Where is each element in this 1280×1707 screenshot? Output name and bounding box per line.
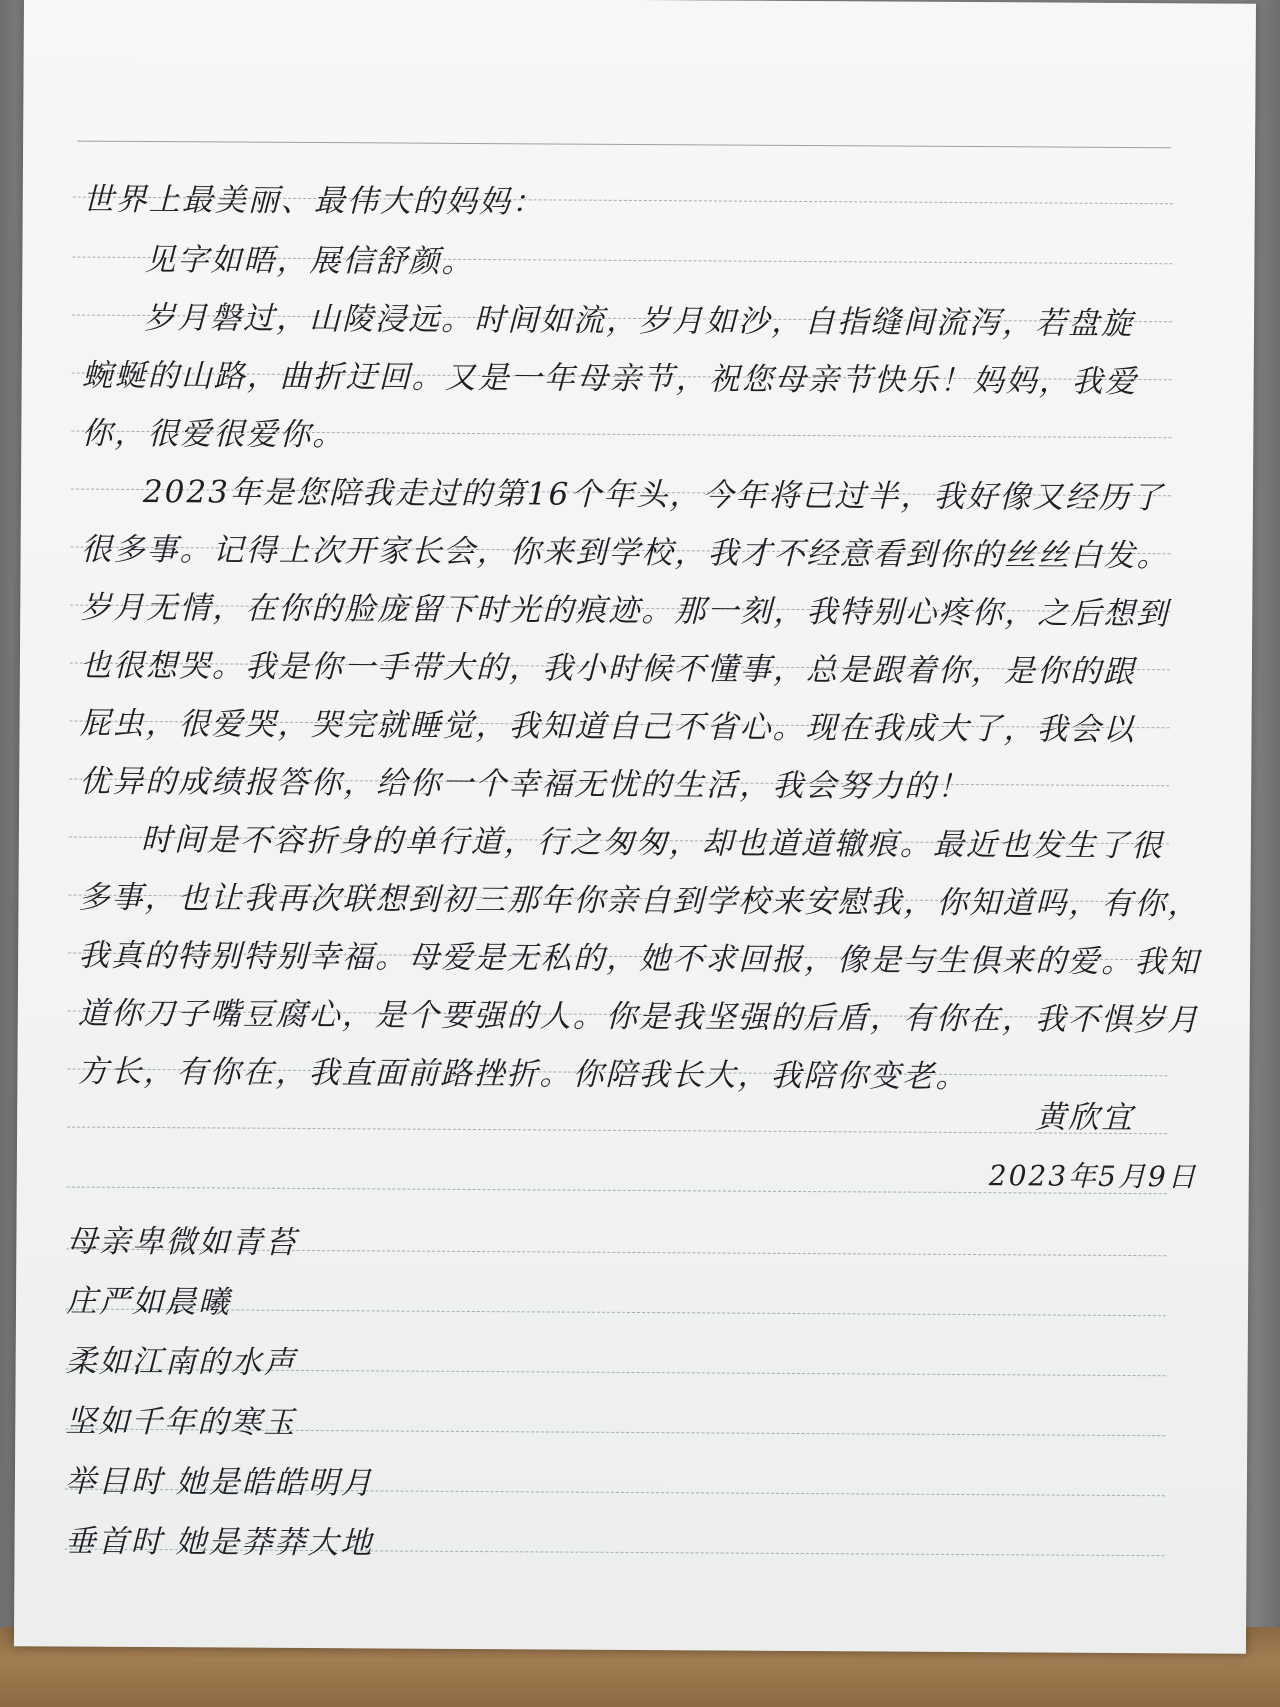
letter-line: 蜿蜒的山路，曲折迂回。又是一年母亲节，祝您母亲节快乐！妈妈，我爱 [81, 357, 1138, 401]
letter-line: 岁月无情，在你的脸庞留下时光的痕迹。那一刻，我特别心疼你，之后想到 [80, 589, 1170, 633]
letter-line: 见字如晤，展信舒颜。 [144, 241, 475, 280]
letter-signature: 黄欣宜 [1035, 1099, 1135, 1137]
lined-paper-sheet [14, 0, 1256, 1654]
poem-line: 坚如千年的寒玉 [65, 1403, 297, 1441]
letter-line: 岁月磐过，山陵浸远。时间如流，岁月如沙，自指缝间流泻，若盘旋 [143, 299, 1135, 343]
poem-line: 垂首时 她是莽莽大地 [64, 1523, 374, 1562]
letter-line: 屁虫，很爱哭，哭完就睡觉，我知道自己不省心。现在我成大了，我会以 [79, 705, 1136, 749]
poem-line: 举目时 她是皓皓明月 [64, 1463, 374, 1502]
letter-line: 很多事。记得上次开家长会，你来到学校，我才不经意看到你的丝丝白发。 [80, 531, 1170, 575]
letter-line: 道你刀子嘴豆腐心，是个要强的人。你是我坚强的后盾，有你在，我不惧岁月 [77, 995, 1200, 1039]
letter-line: 多事，也让我再次联想到初三那年你亲自到学校来安慰我，你知道吗，有你， [78, 879, 1201, 923]
letter-line: 也很想哭。我是你一手带大的，我小时候不懂事，总是跟着你，是你的跟 [79, 647, 1137, 691]
letter-date: 2023年5月9日 [988, 1159, 1198, 1194]
letter-line: 2023年是您陪我走过的第16个年头，今年将已过半，我好像又经历了 [142, 473, 1165, 517]
letter-line: 你，很爱很爱你。 [81, 415, 346, 454]
letter-line: 方长，有你在，我直面前路挫折。你陪我长大，我陪你变老。 [77, 1053, 969, 1096]
poem-line: 柔如江南的水声 [65, 1343, 297, 1381]
ruled-line [67, 1127, 1167, 1135]
letter-line: 时间是不容折身的单行道，行之匆匆，却也道道辙痕。最近也发生了很 [140, 821, 1164, 865]
poem-line: 庄严如晨曦 [65, 1283, 232, 1321]
letter-line: 我真的特别特别幸福。母爱是无私的，她不求回报，像是与生俱来的爱。我知 [78, 937, 1201, 981]
poem-line: 母亲卑微如青苔 [66, 1223, 298, 1261]
letter-salutation: 世界上最美丽、最伟大的妈妈： [82, 181, 545, 221]
letter-line: 优异的成绩报答你，给你一个幸福无忧的生活，我会努力的！ [79, 763, 971, 806]
